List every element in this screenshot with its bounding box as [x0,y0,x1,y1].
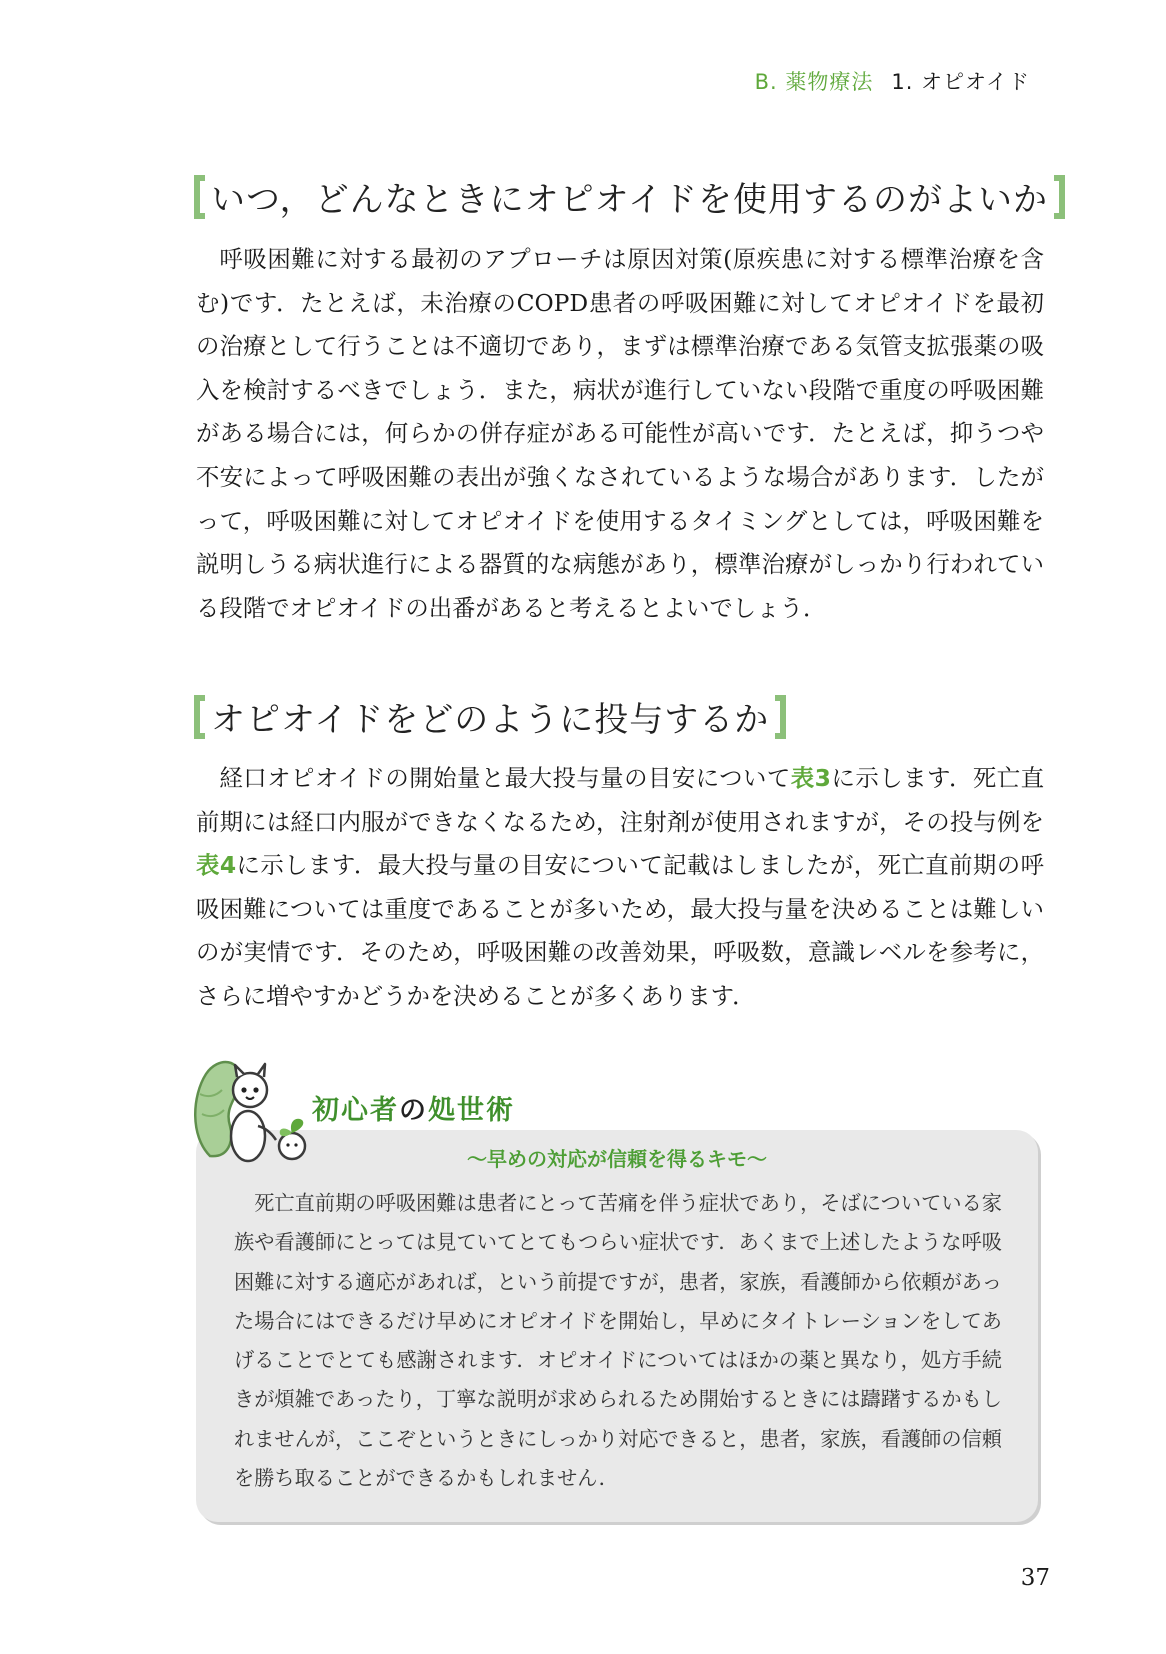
column-title [312,1088,515,1127]
bracket-right-icon [1054,175,1065,219]
page-number: 37 [1020,1565,1050,1591]
section-heading-text: オピオイドをどのように投与するか [211,700,770,740]
body-text: に示します．最大投与量の目安について記載はしましたが，死亡直前期の呼吸困難については重度であることが多いため，最大投与量を決めることは難しいのが実情です．そのため，呼吸困難の改善効果，呼吸数，意識レベルを参考に，さらに増やすかどうかを決めることが多くあります． [196,851,1044,1010]
bracket-right-icon [775,695,786,739]
section-heading-how [194,692,786,741]
running-head [755,66,1030,96]
body-paragraph-when: 呼吸困難に対する最初のアプローチは原因対策(原疾患に対する標準治療を含む)です．たとえば，未治療のCOPD患者の呼吸困難に対してオピオイドを最初の治療として行うことは不適切であり，まずは標準治療である気管支拡張薬の吸入を検討するべきでしょう．また，病状が進行していない段階で重度の呼吸困難がある場合には，何らかの併存症がある可能性が高いです．たとえば，抑うつや不安によって呼吸困難の表出が強くなされているような場合があります．したがって，呼吸困難に対してオピオイドを使用するタイミングとしては，呼吸困難を説明しうる病状進行による器質的な病態があり，標準治療がしっかり行われている段階でオピオイドの出番があると考えるとよいでしょう． [196,245,1045,622]
running-head-chapter: 1. オピオイド [891,70,1030,94]
column-body: 死亡直前期の呼吸困難は患者にとって苦痛を伴う症状であり，そばについている家族や看護師にとっては見ていてとてもつらい症状です．あくまで上述したような呼吸困難に対する適応があれば，という前提ですが，患者，家族，看護師から依頼があった場合にはできるだけ早めにオピオイドを開始し，早めにタイトレーションをしてあげることでとても感謝されます．オピオイドについてはほかの薬と異なり，処方手続きが煩雑であったり，丁寧な説明が求められるため開始するときには躊躇するかもしれませんが，ここぞというときにしっかり対応できると，患者，家族，看護師の信頼を勝ち取ることができるかもしれません． [234,1191,1002,1491]
bracket-left-icon [194,175,205,219]
column-title-text: の [399,1095,428,1126]
table-ref-link[interactable]: 表4 [196,851,237,880]
column-title-text: 初心者 [312,1095,399,1126]
bracket-left-icon [194,695,205,739]
column-title-text: 処世術 [428,1095,515,1126]
section-heading-text: いつ，どんなときにオピオイドを使用するのがよいか [211,180,1048,220]
column-subtitle: 〜早めの対応が信頼を得るキモ〜 [467,1147,767,1171]
body-text: に示します．死亡直前期には経口内服ができなくなるため，注射剤が使用されますが，その投与例を [196,764,1044,836]
table-ref-link[interactable]: 表3 [790,764,831,792]
running-head-section: B. 薬物療法 [754,70,874,94]
body-text: 経口オピオイドの開始量と最大投与量の目安について [219,764,791,792]
section-heading-when [194,172,1065,221]
body-paragraph-how [196,757,1044,1019]
